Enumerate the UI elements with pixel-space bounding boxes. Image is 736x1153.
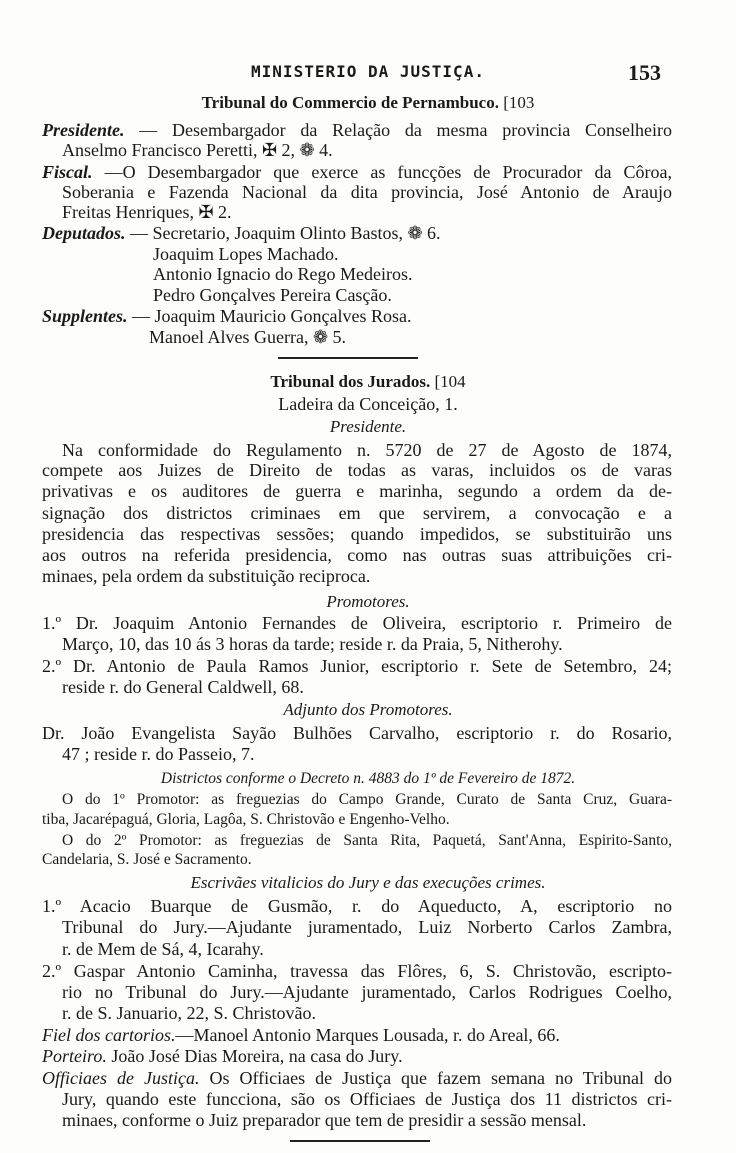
entry-label: Deputados. — [42, 223, 126, 243]
paragraph-line: privativas e os auditores de guerra e marinha, segundo a ordem da de- — [42, 481, 672, 501]
paragraph-line: aos outros na referida presidencia, como nas outras suas attribuições cri- — [42, 545, 672, 565]
list-item: rio no Tribunal do Jury.—Ajudante juramentado, Carlos Rodrigues Coelho, — [62, 982, 672, 1002]
entry-text: — Secretario, Joaquim Olinto Bastos, ❁ 6. — [130, 223, 441, 243]
list-item: Março, 10, das 10 ás 3 horas da tarde; reside r. da Praia, 5, Nitherohy. — [62, 634, 563, 654]
porteiro-entry — [42, 1046, 403, 1067]
entry-text: João José Dias Moreira, na casa do Jury. — [111, 1046, 403, 1066]
supplentes-entry — [42, 306, 411, 327]
entry-label: Officiaes de Justiça. — [42, 1068, 200, 1088]
entry-label: Fiel dos cartorios. — [42, 1025, 176, 1045]
list-item: 1.º Acacio Buarque de Gusmão, r. do Aqueducto, A, escriptorio no — [42, 896, 672, 916]
entry-text: minaes, conforme o Juiz preparador que tem de presidir a sessão mensal. — [62, 1110, 587, 1130]
list-item: Dr. João Evangelista Sayão Bulhões Carvalho, escriptorio r. do Rosario, — [42, 723, 672, 743]
entry-text: —O Desembargador que exerce as funcções de Procurador da Côroa, — [104, 162, 672, 182]
title-text: Tribunal do Commercio de Pernambuco. — [201, 93, 499, 112]
fiscal-entry — [42, 162, 672, 183]
list-item: Candelaria, S. José e Sacramento. — [42, 851, 252, 868]
list-item: 1.º Dr. Joaquim Antonio Fernandes de Oliveira, escriptorio r. Primeiro de — [42, 613, 672, 633]
entry-label: Presidente. — [42, 120, 125, 140]
paragraph-line: signação dos districtos criminaes em que servirem, a convocação e a — [42, 503, 672, 523]
list-item: O do 2º Promotor: as freguezias de Santa Rita, Paquetá, Sant'Anna, Espirito-Santo, — [62, 832, 672, 849]
subheading: Presidente. — [329, 417, 407, 436]
title-text: Tribunal dos Jurados. — [270, 372, 431, 391]
entry-text: Anselmo Francisco Peretti, ✠ 2, ❁ 4. — [62, 140, 333, 160]
paragraph-line: compete aos Juizes de Direito de todas as varas, incluidos os de varas — [42, 460, 672, 480]
entry-text: Soberania e Fazenda Nacional da dita provincia, José Antonio de Araujo — [62, 182, 672, 202]
list-item: Pedro Gonçalves Pereira Casção. — [153, 285, 392, 305]
list-item: 47 ; reside r. do Passeio, 7. — [62, 744, 255, 764]
list-item: 2.º Dr. Antonio de Paula Ramos Junior, escriptorio r. Sete de Setembro, 24; — [42, 656, 672, 676]
paragraph-line: minaes, pela ordem da substituição reciproca. — [42, 566, 371, 586]
entry-text: — Desembargador da Relação da mesma provincia Conselheiro — [139, 120, 672, 140]
subheading: Promotores. — [326, 592, 410, 611]
list-item: reside r. do General Caldwell, 68. — [62, 677, 304, 697]
list-item: O do 1º Promotor: as freguezias do Campo Grande, Curato de Santa Cruz, Guara- — [62, 791, 672, 808]
entry-label: Supplentes. — [42, 306, 128, 326]
section-ref: [103 — [503, 93, 535, 112]
subheading: Districtos conforme o Decreto n. 4883 do 1º de Fevereiro de 1872. — [160, 770, 576, 787]
page-number: 153 — [628, 60, 661, 85]
paragraph-line: presidencia das respectivas sessões; quando impedidos, se substituirão uns — [42, 524, 672, 544]
divider — [278, 357, 418, 359]
officiaes-entry — [42, 1068, 672, 1089]
list-item: Joaquim Lopes Machado. — [153, 244, 339, 264]
entry-text: — Joaquim Mauricio Gonçalves Rosa. — [132, 306, 412, 326]
list-item: 2.º Gaspar Antonio Caminha, travessa das Flôres, 6, S. Christovão, escripto- — [42, 961, 672, 981]
running-title: MINISTERIO DA JUSTIÇA. — [251, 62, 485, 81]
entry-text: Jury, quando este funcciona, são os Officiaes de Justiça dos 11 districtos cri- — [62, 1089, 672, 1109]
entry-text: Freitas Henriques, ✠ 2. — [62, 202, 232, 222]
list-item: Tribunal do Jury.—Ajudante juramentado, Luiz Norberto Carlos Zambra, — [62, 917, 672, 937]
presidente-entry — [42, 120, 672, 141]
address: Ladeira da Conceição, 1. — [278, 394, 458, 414]
list-item: r. de Mem de Sá, 4, Icarahy. — [62, 939, 264, 959]
list-item: r. de S. Januario, 22, S. Christovão. — [62, 1003, 316, 1023]
entry-text: Os Officiaes de Justiça que fazem semana no Tribunal do — [209, 1068, 672, 1088]
fiel-entry — [42, 1025, 560, 1046]
divider — [290, 1140, 430, 1142]
subheading: Adjunto dos Promotores. — [283, 700, 453, 719]
section-ref: [104 — [434, 372, 466, 391]
entry-label: Fiscal. — [42, 162, 93, 182]
subheading: Escrivães vitalicios do Jury e das execuções crimes. — [190, 873, 546, 892]
section-title-jurados — [0, 371, 736, 392]
list-item: tiba, Jacarépaguá, Gloria, Lagôa, S. Christovão e Engenho-Velho. — [42, 811, 450, 828]
list-item: Antonio Ignacio do Rego Medeiros. — [153, 264, 413, 284]
entry-text: —Manoel Antonio Marques Lousada, r. do Areal, 66. — [175, 1025, 560, 1045]
entry-label: Porteiro. — [42, 1046, 107, 1066]
list-item: Manoel Alves Guerra, ❁ 5. — [149, 327, 347, 347]
paragraph-line: Na conformidade do Regulamento n. 5720 de 27 de Agosto de 1874, — [62, 440, 672, 460]
section-title-commercio — [0, 92, 736, 113]
deputados-entry — [42, 223, 441, 244]
